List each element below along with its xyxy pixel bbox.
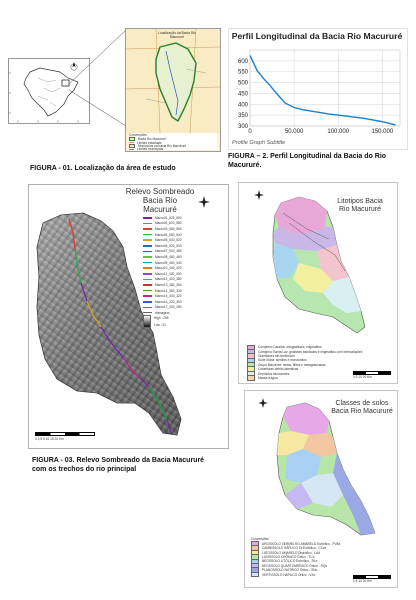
legend-label: Grupo Macururé: xistos, filitos e metagrauvacas bbox=[258, 362, 326, 367]
figure-3-caption-line1: FIGURA - 03. Relevo Sombreado da Bacia Macururé bbox=[32, 457, 205, 464]
legend-label: Suíte Itiúba: sienitos e monzonitos bbox=[258, 358, 307, 363]
legend-label: Macru13_380_360 bbox=[155, 282, 182, 287]
relief-high-label: High : 255 bbox=[154, 316, 169, 321]
soils-legend-rows bbox=[251, 542, 393, 577]
basin-inset-map bbox=[125, 28, 221, 152]
soils-legend bbox=[251, 537, 393, 577]
soils-basin-map bbox=[257, 399, 387, 541]
legend-label: Macru14_360_340 bbox=[155, 288, 182, 293]
legend-label: Macru08_480_460 bbox=[155, 254, 182, 259]
relief-scale-bar bbox=[35, 432, 95, 441]
relief-map-frame bbox=[28, 184, 229, 449]
legend-swatch bbox=[143, 262, 152, 264]
inset-legend-item: Limites municipais bbox=[137, 147, 164, 152]
figure-2-profile bbox=[228, 24, 408, 174]
legend-label: Coberturas detrito-lateríticas bbox=[258, 367, 299, 372]
legend-label: Macru11_420_400 bbox=[155, 271, 182, 276]
legend-label: LATOSSOLO AMARELO Distrófico - LAd bbox=[262, 550, 320, 555]
y-tick-label: 600 bbox=[237, 58, 248, 65]
legend-label: Macru03_580_560 bbox=[155, 226, 182, 231]
legend-label: Massa d'água bbox=[258, 375, 278, 380]
legend-label: Macru01_625_600 bbox=[155, 215, 182, 220]
chart-subtitle: Profile Graph Subtitle bbox=[232, 140, 286, 146]
litho-map-subtitle: Rio Macururé bbox=[338, 206, 381, 213]
legend-label: Complexo Caraíba: ortognaisses, migmatitos bbox=[258, 345, 322, 350]
x-tick-label: 50.000 bbox=[284, 129, 304, 135]
legend-label: Macru15_340_320 bbox=[155, 294, 182, 299]
legend-label: VERTISSOLO HÁPLICO Órtico - VXo bbox=[262, 572, 316, 577]
legend-label: Granitóides sin-tectônicos bbox=[258, 353, 295, 358]
figure-3-caption-line2: com os trechos do rio principal bbox=[32, 466, 137, 473]
legend-label: Macru04_560_540 bbox=[155, 232, 182, 237]
y-tick-label: 550 bbox=[237, 69, 248, 76]
profile-chart bbox=[228, 28, 406, 148]
legend-label: Macru02_600_580 bbox=[155, 221, 182, 226]
figure-3-relief bbox=[28, 184, 228, 484]
figure-4-lithotypes bbox=[238, 182, 398, 384]
y-tick-label: 450 bbox=[237, 91, 248, 98]
figure-1-location bbox=[8, 20, 222, 172]
inset-legend-heading: Convenções bbox=[129, 133, 147, 137]
soils-scale-bar bbox=[353, 575, 391, 583]
inset-legend bbox=[129, 133, 217, 150]
legend-label: LUVISSOLO CRÔMICO Órtico - TCo bbox=[262, 554, 315, 559]
soils-legend-heading: Convenções bbox=[251, 537, 269, 541]
litho-map-title: Litotipos Bacia bbox=[337, 198, 383, 205]
legend-label: Complexo Santa Luz: gnaisses bandados e migmatitos com intercalações bbox=[258, 349, 363, 354]
relief-map-subtitle: Bacia Rio Macururé bbox=[142, 196, 178, 214]
x-tick-label: 0 bbox=[248, 129, 252, 135]
litho-scale-bar bbox=[353, 371, 391, 379]
relief-low-label: Low : 61 bbox=[154, 323, 167, 328]
legend-label: ARGISSOLO VERMELHO-AMARELO Eutrófico - PVAe bbox=[262, 541, 341, 546]
soils-scale-label: 0 5 10 20 Km bbox=[353, 579, 372, 584]
y-tick-label: 300 bbox=[237, 124, 248, 130]
legend-label: Macru16_320_300 bbox=[155, 299, 182, 304]
y-tick-label: 400 bbox=[237, 102, 248, 109]
legend-label: Macru07_500_480 bbox=[155, 249, 182, 254]
legend-label: PLANOSSOLO NÁTRICO Órtico - SNo bbox=[262, 568, 318, 573]
legend-swatch bbox=[143, 295, 152, 297]
figure-5-soils bbox=[244, 390, 398, 588]
legend-swatch bbox=[143, 273, 152, 275]
legend-label: Macru12_400_380 bbox=[155, 277, 182, 282]
legend-swatch bbox=[247, 375, 255, 380]
relief-legend bbox=[143, 215, 225, 328]
inset-title: Localização da Bacia Rio Macururé bbox=[157, 31, 197, 39]
legend-swatch bbox=[143, 279, 152, 281]
legend-label: Depósitos aluvionares bbox=[258, 371, 290, 376]
legend-swatch bbox=[143, 256, 152, 258]
legend-swatch bbox=[143, 301, 152, 303]
x-tick-label: 150.000 bbox=[371, 129, 394, 135]
y-tick-label: 500 bbox=[237, 80, 248, 87]
legend-swatch bbox=[143, 290, 152, 292]
litho-scale-label: 0 5 10 20 Km bbox=[353, 375, 372, 380]
drainage-legend-row: drenagem bbox=[155, 310, 170, 315]
litho-basin-map bbox=[253, 193, 383, 343]
relief-ramp-legend bbox=[143, 316, 225, 328]
relief-map-title: Relevo Sombreado bbox=[125, 187, 195, 196]
legend-label: Macru10_440_420 bbox=[155, 266, 182, 271]
legend-label: Macru06_520_500 bbox=[155, 243, 182, 248]
legend-swatch bbox=[143, 228, 152, 230]
relief-scale-label: 0 2,5 5 10 15 20 Km bbox=[35, 437, 64, 441]
inset-legend-item: Bacia Rio Macururé bbox=[129, 138, 217, 141]
chart-title: Perfil Longitudinal da Bacia Rio Macururé bbox=[231, 31, 403, 41]
legend-swatch bbox=[143, 284, 152, 286]
legend-swatch bbox=[143, 217, 152, 219]
legend-label: Macru09_460_440 bbox=[155, 260, 182, 265]
legend-swatch bbox=[251, 572, 259, 577]
legend-label: Macru05_540_520 bbox=[155, 238, 182, 243]
inset-legend-item: Municípios na bacia Rio Macururé bbox=[129, 144, 217, 147]
inset-legend-item: Limites estaduais bbox=[137, 140, 162, 145]
legend-swatch bbox=[143, 307, 152, 309]
legend-swatch bbox=[143, 223, 152, 225]
legend-swatch bbox=[143, 239, 152, 241]
relief-legend-rows bbox=[143, 215, 225, 310]
soils-map-title: Classes de solos bbox=[335, 400, 389, 407]
soils-map-subtitle: Bacia Rio Macururé bbox=[331, 408, 393, 415]
legend-swatch bbox=[143, 251, 152, 253]
legend-label: Macru17_300_280 bbox=[155, 305, 182, 310]
legend-swatch bbox=[143, 245, 152, 247]
figure-2-caption: FIGURA – 2. Perfil Longitudinal da Bacia do Rio Macururé. bbox=[228, 153, 387, 169]
zoom-connector-lines bbox=[68, 28, 128, 128]
y-tick-label: 350 bbox=[237, 113, 248, 120]
legend-label: NEOSSOLO QUARTZARÊNICO Órtico - RQo bbox=[262, 563, 328, 568]
legend-swatch bbox=[143, 267, 152, 269]
figure-1-caption: FIGURA - 01. Localização da área de estudo bbox=[30, 165, 176, 172]
x-tick-label: 100.000 bbox=[327, 129, 350, 135]
legend-swatch bbox=[143, 234, 152, 236]
legend-label: NEOSSOLO LITÓLICO Eutrófico - RLe bbox=[262, 559, 318, 564]
legend-label: CAMBISSOLO HÁPLICO Ta Eutrófico - CXve bbox=[262, 546, 327, 551]
